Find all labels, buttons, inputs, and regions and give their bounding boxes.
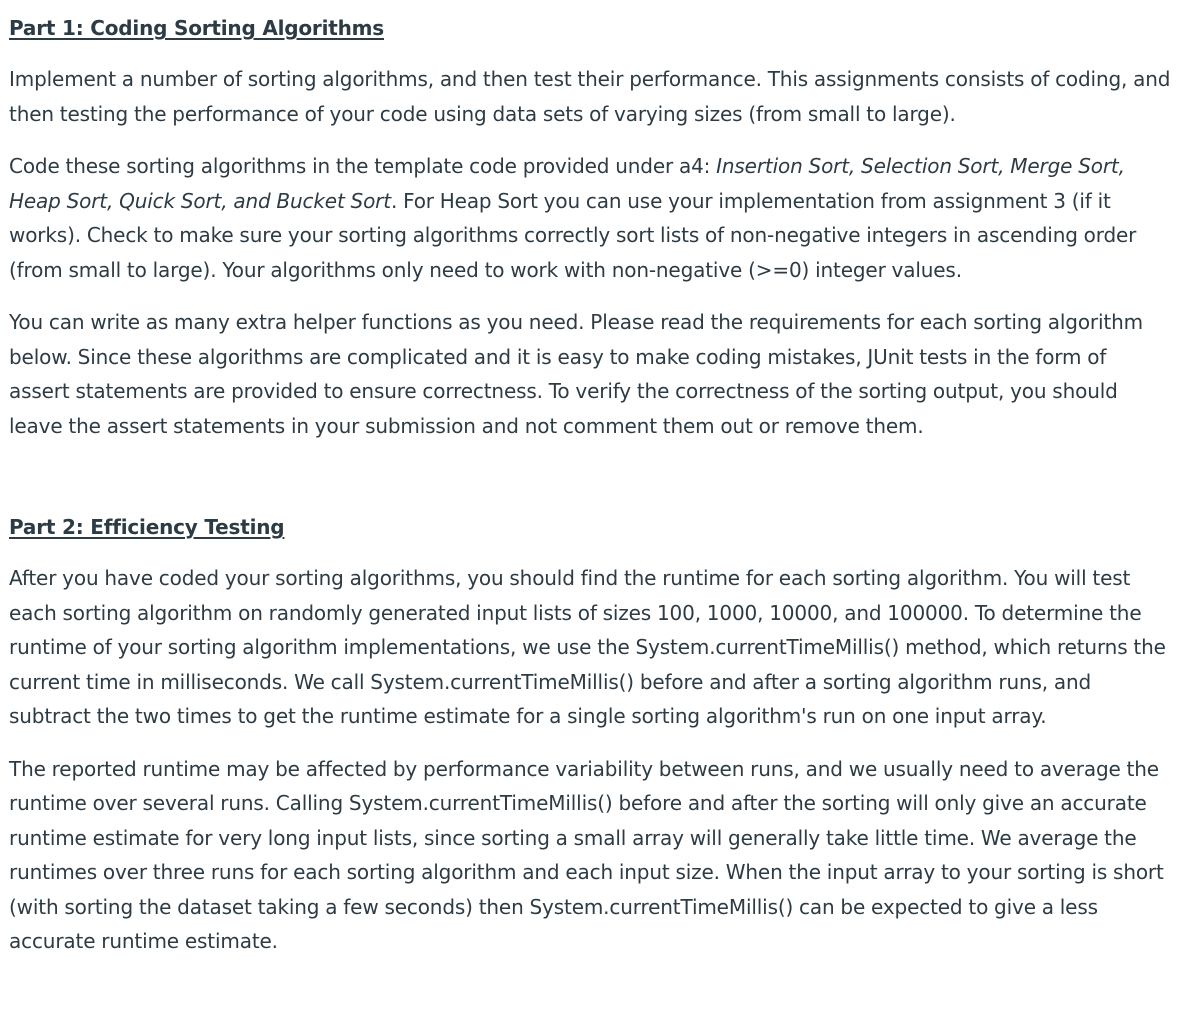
- part2-paragraph-variability: The reported runtime may be affected by performance variability between runs, and we usually need to average the runtime over several runs. Calling System.currentTimeMillis() before and after the sorting will only give an accurate runtime estimate for very long input lists, since sorting a small array will generally take little time. We average the runtimes over three runs for each sorting algorithm and each input size. When the input array to your sorting is short (with sorting the dataset taking a few seconds) then System.currentTimeMillis() can be expected to give a less accurate runtime estimate.: [9, 756, 1164, 953]
- part1-paragraph-algorithms: [9, 149, 1171, 287]
- algorithm-list: Insertion Sort, Selection Sort, Merge Sort, Heap Sort, Quick Sort, and Bucket Sort: [9, 154, 1125, 213]
- part1-paragraph-algorithms-text-b: . For Heap Sort you can use your implementation from assignment 3 (if it works). Check to make sure your sorting algorithms correctly sort lists of non-negative integers in ascending order (from small to large). Your algorithms only need to work with non-negative (>=0) integer values.: [9, 188, 1137, 282]
- part1-paragraph-intro: Implement a number of sorting algorithms, and then test their performance. This assignments consists of coding, and then testing the performance of your code using data sets of varying sizes (from small to large).: [9, 67, 1171, 126]
- part2-paragraph-runtime: After you have coded your sorting algorithms, you should find the runtime for each sorting algorithm. You will test each sorting algorithm on randomly generated input lists of sizes 100, 1000, 10000, and 100000. To determine the runtime of your sorting algorithm implementations, we use the System.currentTimeMillis() method, which returns the current time in milliseconds. We call System.currentTimeMillis() before and after a sorting algorithm runs, and subtract the two times to get the runtime estimate for a single sorting algorithm's run on one input array.: [9, 566, 1166, 728]
- part1-paragraph-algorithms-text-a: Code these sorting algorithms in the template code provided under a4:: [9, 154, 717, 178]
- part1-paragraph-helpers: You can write as many extra helper functions as you need. Please read the requirements for each sorting algorithm below. Since these algorithms are complicated and it is easy to make coding mistakes, JUnit tests in the form of assert statements are provided to ensure correctness. To verify the correctness of the sorting output, you should leave the assert statements in your submission and not comment them out or remove them.: [9, 310, 1143, 438]
- part2-heading: Part 2: Efficiency Testing: [9, 515, 285, 539]
- section-spacer: [9, 443, 1171, 512]
- part1-heading: Part 1: Coding Sorting Algorithms: [9, 16, 384, 40]
- document-content: [9, 0, 1171, 959]
